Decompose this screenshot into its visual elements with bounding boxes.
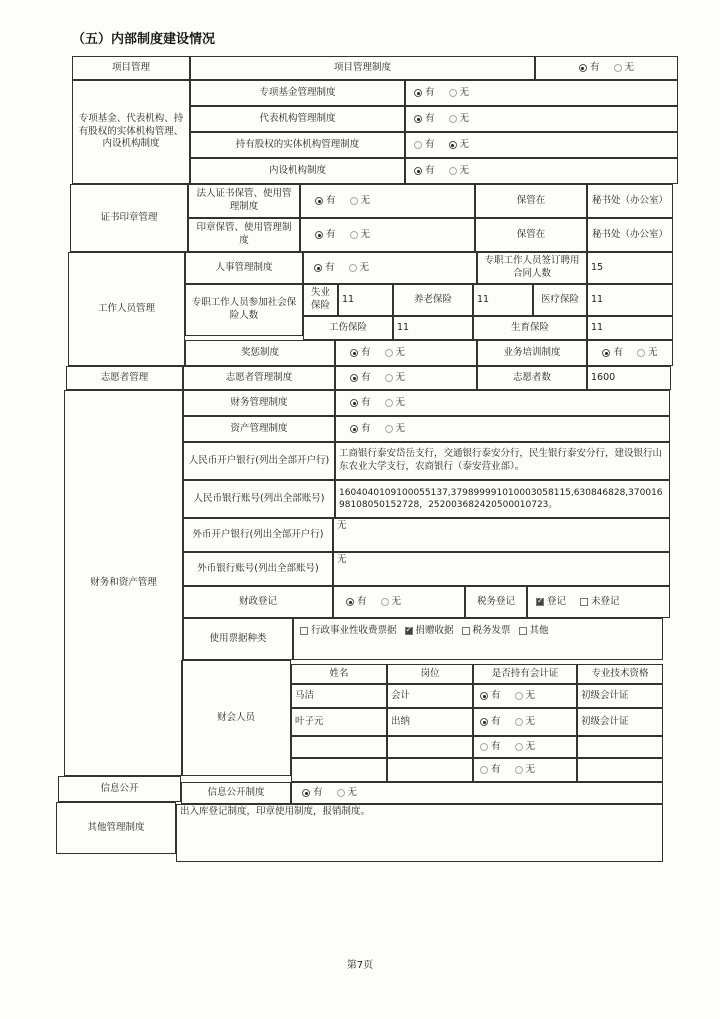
injury-label: 工伤保险 (303, 316, 393, 340)
receipt-option[interactable]: ✓ 捐赠收据 (405, 625, 454, 638)
radio-yes-icon (480, 743, 488, 751)
receipt-option[interactable]: 其他 (519, 625, 549, 638)
checkbox-icon (300, 627, 308, 635)
radio-no-icon (449, 115, 457, 123)
checkbox-checked-icon (536, 598, 544, 606)
receipt-option[interactable]: 行政事业性收费票据 (300, 625, 397, 638)
radio-yes-selected-icon (302, 789, 310, 797)
asset-system-choice[interactable]: 有 无 (335, 416, 670, 442)
hr-system-label: 人事管理制度 (185, 252, 303, 284)
radio-yes-selected-icon (314, 264, 322, 272)
acct-row-2-qual[interactable] (577, 736, 663, 758)
training-label: 业务培训制度 (477, 340, 587, 366)
acct-row-1-qual: 初级会计证 (577, 708, 663, 736)
special-fund-label: 专项基金管理制度 (190, 80, 405, 106)
injury-value: 11 (393, 316, 473, 340)
accountant-label: 财会人员 (181, 660, 291, 776)
checkbox-checked-icon (405, 627, 413, 635)
volunteer-system-label: 志愿者管理制度 (183, 366, 335, 390)
unemployment-value: 11 (338, 284, 393, 316)
radio-no-icon (637, 349, 645, 357)
radio-no-icon (385, 399, 393, 407)
radio-no-icon (385, 425, 393, 433)
pension-value: 11 (473, 284, 533, 316)
checkbox-icon (519, 627, 527, 635)
unemployment-label: 失业保险 (303, 284, 338, 316)
seal-keeper-value: 秘书处（办公室） (587, 218, 673, 252)
fiscal-choice[interactable]: 有 无 (333, 586, 465, 618)
radio-no-icon (350, 197, 358, 205)
radio-yes-selected-icon (480, 692, 488, 700)
radio-no-icon (515, 692, 523, 700)
asset-system-label: 资产管理制度 (183, 416, 335, 442)
reward-choice[interactable]: 有 无 (335, 340, 477, 366)
rep-office-choice[interactable]: 有 无 (405, 106, 678, 132)
radio-yes-selected-icon (414, 115, 422, 123)
fx-bank-label: 外币开户银行(列出全部开户行) (183, 518, 333, 552)
acct-header-qual: 专业技术资格 (577, 664, 663, 684)
radio-no-icon (381, 598, 389, 606)
acct-row-0-cert[interactable]: 有 无 (473, 684, 577, 708)
finance-section-label: 财务和资产管理 (64, 390, 183, 776)
special-fund-choice[interactable]: 有 无 (405, 80, 678, 106)
rmb-account-label: 人民币银行账号(列出全部账号) (183, 480, 335, 518)
section-title: （五）内部制度建设情况 (72, 32, 216, 47)
acct-row-3-post[interactable] (387, 758, 473, 782)
legal-cert-keeper-value: 秘书处（办公室） (587, 184, 673, 218)
acct-header-post: 岗位 (387, 664, 473, 684)
acct-row-3-qual[interactable] (577, 758, 663, 782)
radio-yes-selected-icon (414, 167, 422, 175)
acct-row-3-cert[interactable]: 有 无 (473, 758, 577, 782)
other-systems-value: 出入库登记制度，印章使用制度，报销制度。 (176, 804, 663, 862)
equity-entity-choice[interactable]: 有 无 (405, 132, 678, 158)
medical-value: 11 (587, 284, 673, 316)
acct-row-0-post: 会计 (387, 684, 473, 708)
radio-yes-selected-icon (350, 349, 358, 357)
radio-yes-selected-icon (315, 231, 323, 239)
radio-yes-selected-icon (350, 399, 358, 407)
contract-count-value: 15 (587, 252, 673, 284)
fx-account-value: 无 (333, 552, 670, 586)
acct-row-1-post: 出纳 (387, 708, 473, 736)
radio-no-icon (449, 89, 457, 97)
receipt-option[interactable]: 税务发票 (462, 625, 511, 638)
radio-no-icon (385, 374, 393, 382)
checkbox-icon (580, 598, 588, 606)
acct-row-1-name: 叶子元 (291, 708, 387, 736)
acct-row-0-qual: 初级会计证 (577, 684, 663, 708)
hr-system-choice[interactable]: 有 无 (303, 252, 477, 284)
radio-no-icon (515, 766, 523, 774)
acct-header-name: 姓名 (291, 664, 387, 684)
contract-count-label: 专职工作人员签订聘用合同人数 (477, 252, 587, 284)
acct-row-3-name[interactable] (291, 758, 387, 782)
radio-no-icon (385, 349, 393, 357)
radio-yes-selected-icon (602, 349, 610, 357)
radio-no-icon (614, 64, 622, 72)
receipt-type-label: 使用票据种类 (183, 618, 293, 660)
radio-yes-selected-icon (579, 64, 587, 72)
acct-row-2-name[interactable] (291, 736, 387, 758)
pension-label: 养老保险 (393, 284, 473, 316)
reward-label: 奖惩制度 (185, 340, 335, 366)
equity-entity-label: 持有股权的实体机构管理制度 (190, 132, 405, 158)
legal-cert-label: 法人证书保管、使用管理制度 (188, 184, 300, 218)
radio-no-icon (515, 743, 523, 751)
volunteer-system-choice[interactable]: 有 无 (335, 366, 477, 390)
medical-label: 医疗保险 (533, 284, 587, 316)
fx-bank-value: 无 (333, 518, 670, 552)
disclosure-system-label: 信息公开制度 (181, 782, 291, 804)
receipt-type-choices[interactable] (293, 618, 663, 660)
project-system-choice[interactable]: 有 无 (535, 56, 678, 80)
disclosure-section-label: 信息公开 (58, 776, 181, 802)
project-section-label: 项目管理 (72, 56, 190, 80)
other-section-label: 其他管理制度 (56, 802, 176, 854)
seal-label: 印章保管、使用管理制度 (188, 218, 300, 252)
internal-org-label: 内设机构制度 (190, 158, 405, 184)
acct-header-cert: 是否持有会计证 (473, 664, 577, 684)
fx-account-label: 外币银行账号(列出全部账号) (183, 552, 333, 586)
maternity-value: 11 (587, 316, 673, 340)
staff-section-label: 工作人员管理 (68, 252, 185, 366)
tax-choice[interactable]: ✓ 登记 未登记 (527, 586, 670, 618)
radio-no-selected-icon (449, 141, 457, 149)
disclosure-system-choice[interactable]: 有 无 (291, 782, 663, 804)
acct-row-2-cert[interactable]: 有 无 (473, 736, 577, 758)
volunteer-section-label: 志愿者管理 (66, 366, 183, 390)
radio-yes-selected-icon (414, 89, 422, 97)
rmb-bank-value: 工商银行泰安岱岳支行，交通银行泰安分行，民生银行泰安分行，建设银行山东农业大学支行，农商银行（泰安营业部）。 (335, 442, 670, 480)
legal-cert-keeper-label: 保管在 (475, 184, 587, 218)
finance-system-label: 财务管理制度 (183, 390, 335, 416)
cert-section-label: 证书印章管理 (70, 184, 188, 252)
insurance-count-label: 专职工作人员参加社会保险人数 (185, 284, 303, 336)
radio-yes-selected-icon (350, 374, 358, 382)
rep-office-label: 代表机构管理制度 (190, 106, 405, 132)
rmb-account-value: 1604040109100055137,379899991010003058115,630846828,37001698108050152728，252003682420500010723。 (335, 480, 670, 518)
project-system-label: 项目管理制度 (190, 56, 535, 80)
radio-yes-selected-icon (346, 598, 354, 606)
acct-row-0-name: 马洁 (291, 684, 387, 708)
radio-yes-selected-icon (350, 425, 358, 433)
finance-system-choice[interactable]: 有 无 (335, 390, 670, 416)
training-choice[interactable]: 有 无 (587, 340, 673, 366)
radio-yes-selected-icon (480, 718, 488, 726)
legal-cert-choice[interactable]: 有 无 (300, 184, 475, 218)
radio-yes-icon (480, 766, 488, 774)
page-number: 第7页 (346, 960, 374, 971)
volunteer-count-value: 1600 (587, 366, 671, 390)
internal-org-choice[interactable]: 有 无 (405, 158, 678, 184)
radio-yes-icon (414, 141, 422, 149)
tax-label: 税务登记 (465, 586, 527, 618)
radio-no-icon (449, 167, 457, 175)
volunteer-count-label: 志愿者数 (477, 366, 587, 390)
radio-no-icon (515, 718, 523, 726)
seal-choice[interactable]: 有 无 (300, 218, 475, 252)
acct-row-2-post[interactable] (387, 736, 473, 758)
acct-row-1-cert[interactable]: 有 无 (473, 708, 577, 736)
rmb-bank-label: 人民币开户银行(列出全部开户行) (183, 442, 335, 480)
fiscal-label: 财政登记 (183, 586, 333, 618)
radio-no-icon (349, 264, 357, 272)
special-section-label: 专项基金、代表机构、持有股权的实体机构管理、内设机构制度 (72, 80, 190, 184)
radio-no-icon (337, 789, 345, 797)
seal-keeper-label: 保管在 (475, 218, 587, 252)
radio-yes-selected-icon (315, 197, 323, 205)
radio-no-icon (350, 231, 358, 239)
maternity-label: 生育保险 (473, 316, 587, 340)
checkbox-icon (462, 627, 470, 635)
